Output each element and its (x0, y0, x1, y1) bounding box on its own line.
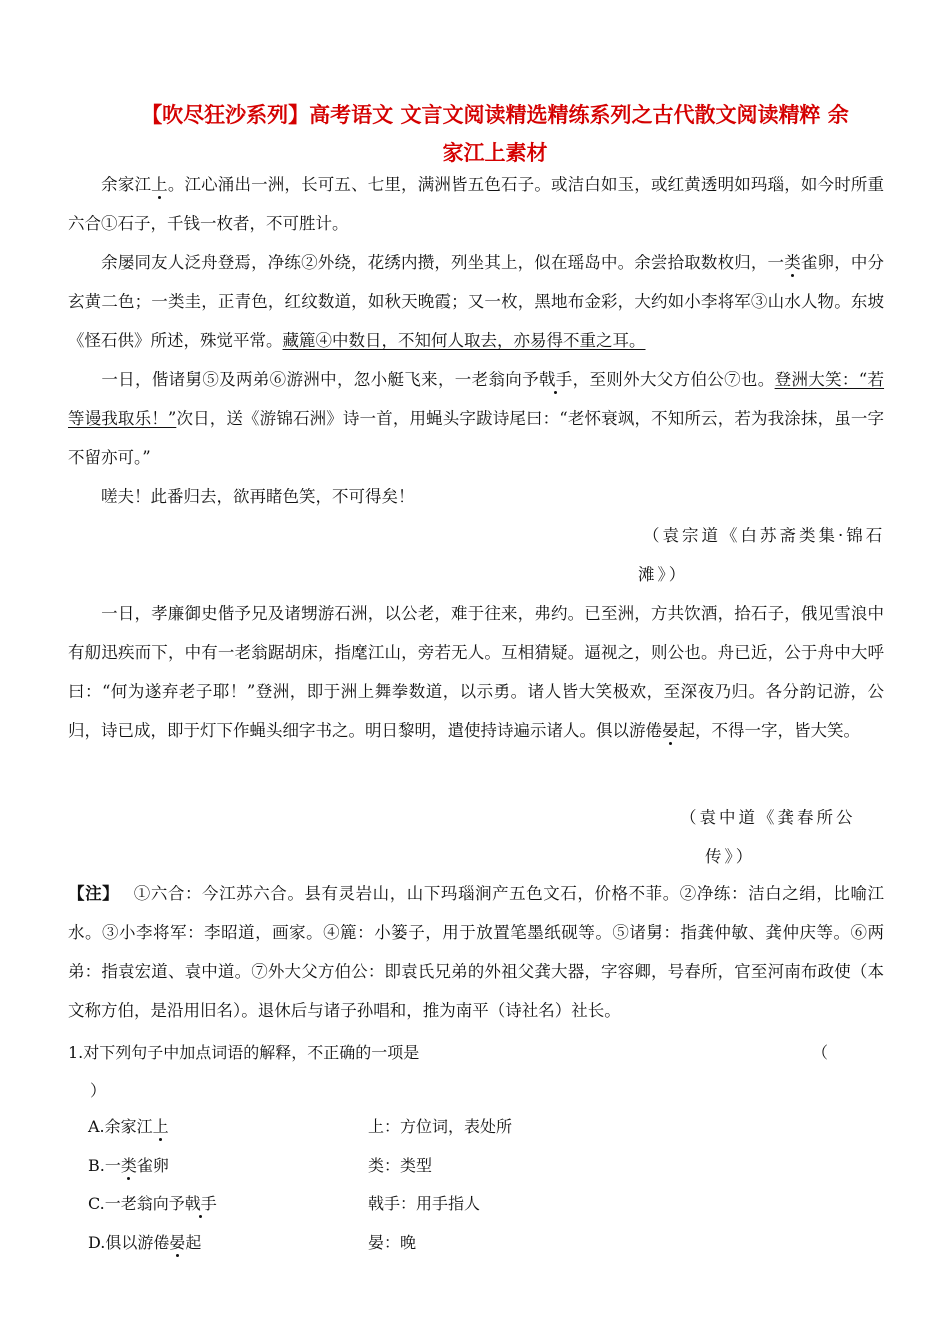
passage1-paragraph-4 (68, 477, 884, 516)
passage1-paragraph-3 (68, 360, 884, 477)
text-segment: 一日，偕诸舅⑤及两弟⑥游洲中，忽小艇飞来，一老翁向予 (101, 370, 539, 389)
option-text: 起 (185, 1233, 202, 1252)
dotted-word: 戟手 (184, 1194, 217, 1213)
passage1-paragraph-2 (68, 243, 884, 360)
passage2-paragraph-1 (68, 594, 884, 750)
option-c-explanation: 戟手：用手指人 (368, 1194, 481, 1213)
dotted-word: 戟手 (538, 370, 573, 389)
title-line-1: 【吹尽狂沙系列】高考语文 文言文阅读精选精练系列之古代散文阅读精粹 余 (141, 103, 849, 127)
option-b-explanation: 类：类型 (368, 1156, 433, 1175)
option-text: D.俱以游倦 (88, 1233, 170, 1252)
dotted-word: 上 (152, 1117, 169, 1136)
notes-section (68, 874, 884, 1030)
notes-text: ①六合：今江苏六合。县有灵岩山，山下玛瑙涧产五色文石，价格不菲。②净练：洁白之绢，比喻江水。③小李将军：李昭道，画家。④簏：小篓子，用于放置笔墨纸砚等。⑤诸舅：指龚仲敏、龚仲庆等。⑥两弟：指袁宏道、袁中道。⑦外大父方伯公：即袁氏兄弟的外祖父龚大器，字容卿，号春所，官至河南布政使（本文称方伯，是沿用旧名）。退休后与诸子孙唱和，推为南平（诗社名）社长。 (68, 884, 885, 1020)
text-segment: 次日，送《游锦石洲》诗一首，用蝇头字跋诗尾曰：“老怀衰飒，不知所云，若为我涂抹，虽一字不留亦可。” (68, 409, 885, 467)
text-segment: 嗟夫！此番归去，欲再睹色笑，不可得矣！ (101, 487, 415, 506)
option-a (88, 1114, 169, 1137)
dotted-word: 晏 (662, 721, 679, 740)
text-segment: ，至则外大父方伯公⑦也。 (572, 370, 775, 389)
option-text: 雀卵 (136, 1156, 169, 1175)
source-citation-2a: （袁中道《龚春所公 (680, 808, 856, 827)
notes-label: 【注】 (68, 884, 120, 903)
source-citation-2b: 传》） (705, 847, 756, 866)
dotted-word: 类 (120, 1156, 137, 1175)
dotted-word: 上 (151, 175, 168, 194)
source-citation-1b: 滩》） (638, 565, 689, 584)
option-d-explanation: 晏：晚 (368, 1233, 417, 1252)
source-citation-1a: （袁宗道《白苏斋类集·锦石 (643, 526, 886, 545)
option-text: A.余家江 (88, 1117, 153, 1136)
text-segment: 雀卵，中分玄黄二色；一类圭，正青色，红纹数道，如秋天晚霞；又一枚，黑地布金彩，大约如小李将军③山水人物。东坡《怪石供》所述，殊觉平常。 (68, 253, 885, 350)
option-a-explanation: 上：方位词，表处所 (368, 1117, 513, 1136)
underlined-sentence: 藏簏④中数日，不知何人取去，亦易得不重之耳。 (282, 331, 646, 350)
option-b (88, 1153, 169, 1176)
question-paren-open: （ (812, 1043, 829, 1062)
document-title (100, 96, 890, 172)
dotted-word: 类 (784, 253, 801, 272)
option-d (88, 1230, 201, 1253)
title-line-2: 家江上素材 (442, 141, 548, 165)
text-segment: 余家江 (101, 175, 152, 194)
dotted-word: 晏 (169, 1233, 186, 1252)
option-c (88, 1191, 217, 1214)
text-segment: 。江心涌出一洲，长可五、七里，满洲皆五色石子。或洁白如玉，或红黄透明如玛瑙，如今时所重六合①石子，千钱一枚者，不可胜计。 (68, 175, 885, 233)
option-text: B.一 (88, 1156, 121, 1175)
underlined-sentence: 登洲大笑：“若等谩我取乐！” (68, 370, 885, 428)
text-segment: 余屡同友人泛舟登焉，净练②外绕，花绣内攒，列坐其上，似在瑶岛中。余尝拾取数枚归，一 (101, 253, 785, 272)
question-stem: 1.对下列句子中加点词语的解释，不正确的一项是 (68, 1043, 420, 1062)
passage1-paragraph-1 (68, 165, 884, 243)
question-paren-close: ） (90, 1081, 107, 1100)
text-segment: 一日，孝廉御史偕予兄及诸甥游石洲，以公老，难于往来，弗约。已至洲，方共饮酒，拾石子，俄见雪浪中有舠迅疾而下，中有一老翁踞胡床，指麾江山，旁若无人。互相猜疑。逼视之，则公也。舟已近，公于舟中大呼曰：“何为遂弃老子耶！”登洲，即于洲上舞拳数道，以示勇。诸人皆大笑极欢，至深夜乃归。各分韵记游，公归，诗已成，即于灯下作蝇头细字书之。明日黎明，遣使持诗遍示诸人。俱以游倦 (68, 604, 884, 740)
text-segment: 起，不得一字，皆大笑。 (678, 721, 860, 740)
option-text: C.一老翁向予 (88, 1194, 185, 1213)
